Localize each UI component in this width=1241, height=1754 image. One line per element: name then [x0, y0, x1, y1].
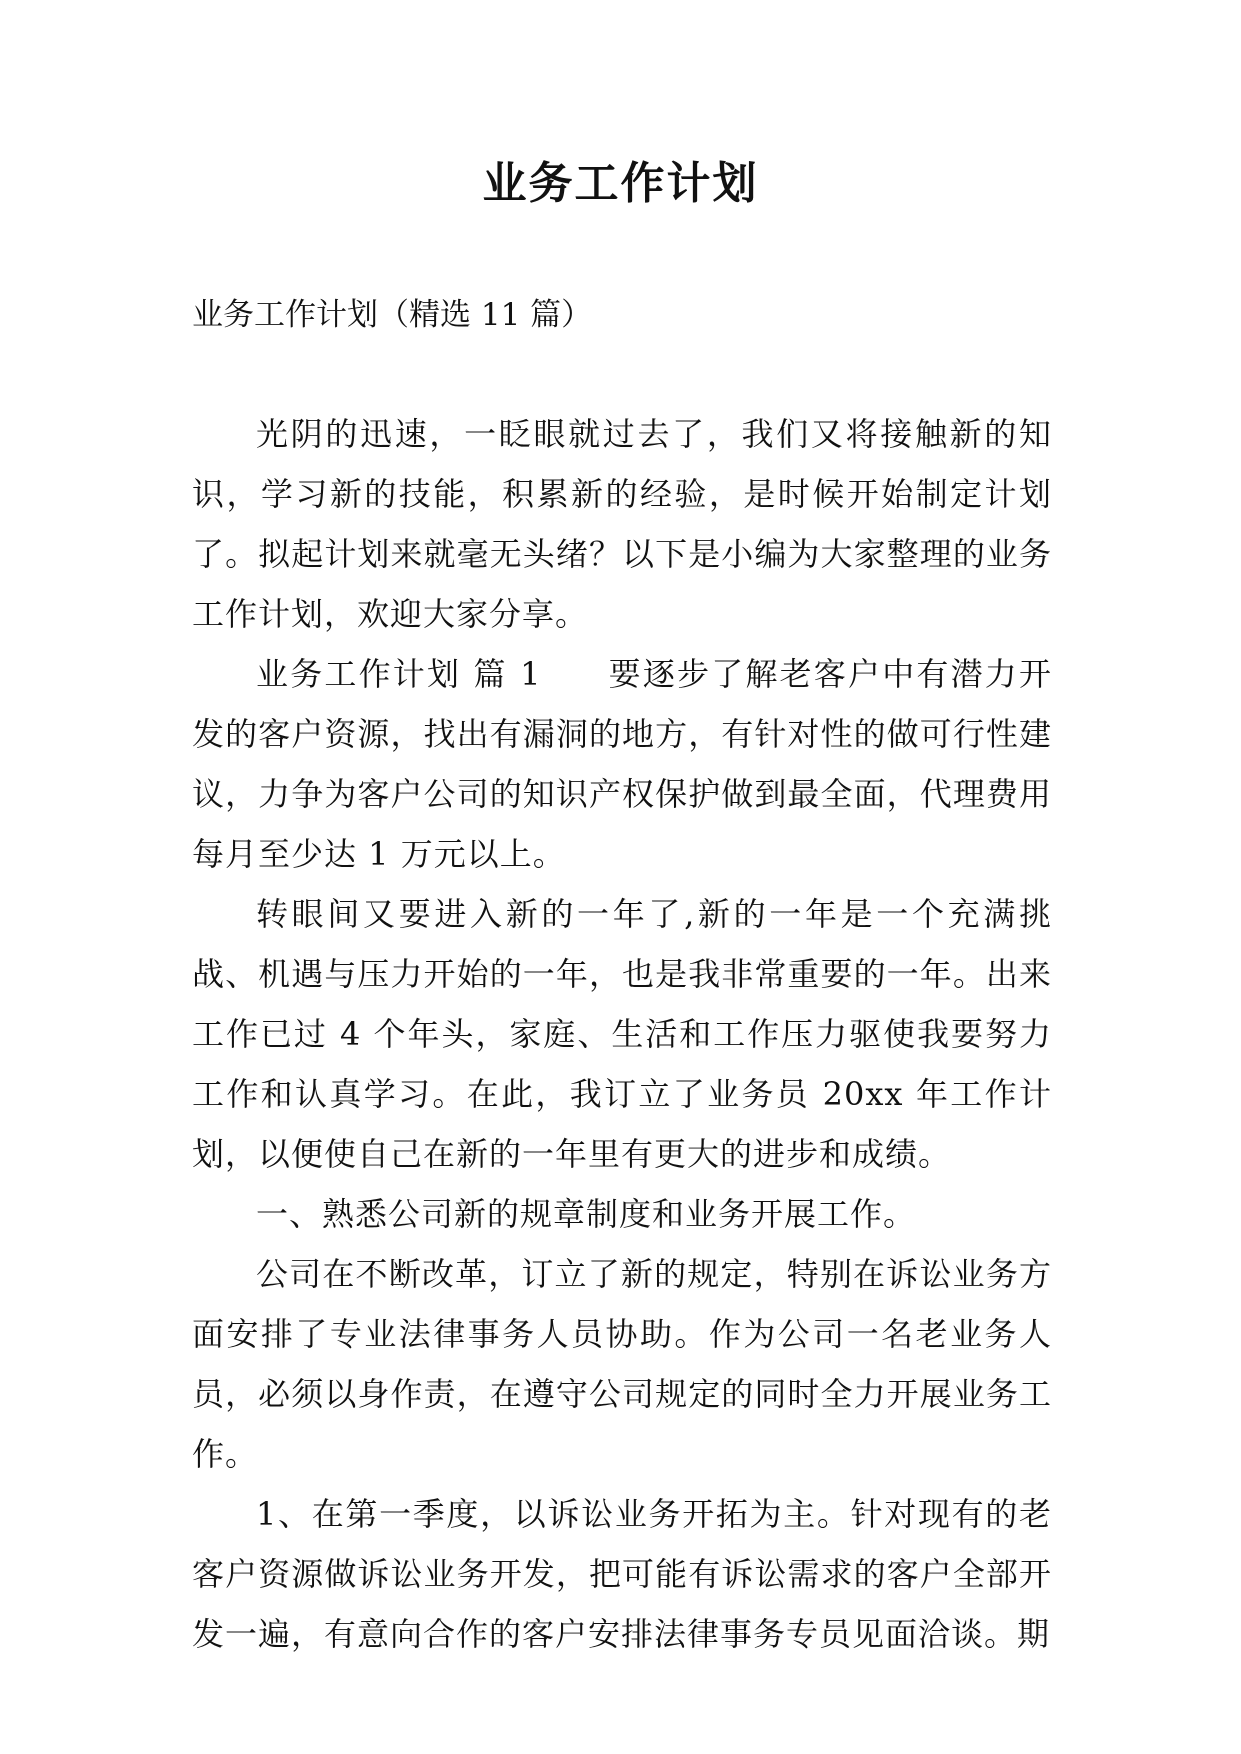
document-subtitle: 业务工作计划（精选 11 篇）	[192, 297, 593, 333]
document-body	[192, 404, 1052, 1664]
section-1-paragraph	[192, 644, 1052, 884]
intro-paragraph: 光阴的迅速，一眨眼就过去了，我们又将接触新的知识，学习新的技能，积累新的经验，是时候开始制定计划了。拟起计划来就毫无头绪？以下是小编为大家整理的业务工作计划，欢迎大家分享。	[192, 415, 1052, 633]
new-year-paragraph: 转眼间又要进入新的一年了,新的一年是一个充满挑战、机遇与压力开始的一年，也是我非常重要的一年。出来工作已过 4 个年头，家庭、生活和工作压力驱使我要努力工作和认真学习。在此，我订立了业务员 20xx 年工作计划，以便使自己在新的一年里有更大的进步和成绩。	[192, 895, 1052, 1173]
section-1-text: 要逐步了解老客户中有潜力开发的客户资源，找出有漏洞的地方，有针对性的做可行性建议，力争为客户公司的知识产权保护做到最全面，代理费用每月至少达 1 万元以上。	[192, 655, 1052, 873]
document-title: 业务工作计划	[482, 158, 759, 209]
item-heading-one: 一、熟悉公司新的规章制度和业务开展工作。	[256, 1195, 917, 1233]
first-quarter-paragraph: 1、在第一季度，以诉讼业务开拓为主。针对现有的老客户资源做诉讼业务开发，把可能有诉讼需求的客户全部开发一遍，有意向合作的客户安排法律事务专员见面洽谈。期	[192, 1495, 1052, 1653]
section-1-heading: 业务工作计划 篇 1	[256, 655, 542, 693]
company-reform-paragraph: 公司在不断改革，订立了新的规定，特别在诉讼业务方面安排了专业法律事务人员协助。作为公司一名老业务人员，必须以身作责，在遵守公司规定的同时全力开展业务工作。	[192, 1255, 1052, 1473]
